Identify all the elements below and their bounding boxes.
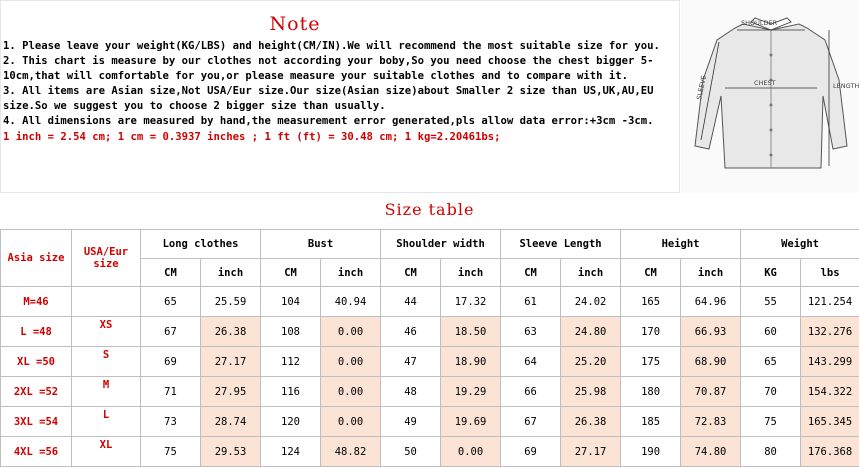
value-cell: 60	[741, 317, 801, 347]
unit-header: lbs	[801, 259, 859, 287]
value-cell: 66	[501, 377, 561, 407]
value-cell: 25.20	[561, 347, 621, 377]
value-cell: 46	[381, 317, 441, 347]
value-cell: 121.254	[801, 287, 859, 317]
value-cell: 154.322	[801, 377, 859, 407]
value-cell: 190	[621, 437, 681, 467]
header-shoulder-width: Shoulder width	[381, 230, 501, 259]
value-cell: 73	[141, 407, 201, 437]
value-cell: 0.00	[321, 407, 381, 437]
header-sleeve-length: Sleeve Length	[501, 230, 621, 259]
sleeve-label: SLEEVE	[695, 75, 708, 101]
table-row	[1, 377, 859, 407]
value-cell: 47	[381, 347, 441, 377]
unit-header: KG	[741, 259, 801, 287]
value-cell: 64.96	[681, 287, 741, 317]
shoulder-label: SHOULDER	[741, 19, 778, 27]
usa-size-cell	[72, 287, 141, 317]
value-cell: 18.50	[441, 317, 501, 347]
value-cell: 108	[261, 317, 321, 347]
note-title: Note	[1, 13, 589, 35]
note-line-2: 2. This chart is measure by our clothes not according your boby,So you need choose the chest bigger 5-10cm,that will comfortable for you,or please measure your suitable clothes and to compare with it.	[3, 54, 679, 84]
value-cell: 50	[381, 437, 441, 467]
value-cell: 19.69	[441, 407, 501, 437]
value-cell: 120	[261, 407, 321, 437]
asia-size-cell: M=46	[1, 287, 72, 317]
value-cell: 124	[261, 437, 321, 467]
unit-header: CM	[501, 259, 561, 287]
value-cell: 19.29	[441, 377, 501, 407]
value-cell: 26.38	[201, 317, 261, 347]
value-cell: 68.90	[681, 347, 741, 377]
shirt-illustration	[681, 0, 859, 193]
value-cell: 72.83	[681, 407, 741, 437]
usa-size-cell: M	[72, 377, 141, 407]
value-cell: 64	[501, 347, 561, 377]
table-row	[1, 407, 859, 437]
unit-header: inch	[561, 259, 621, 287]
chest-label: CHEST	[754, 79, 776, 87]
value-cell: 71	[141, 377, 201, 407]
value-cell: 69	[501, 437, 561, 467]
value-cell: 27.17	[561, 437, 621, 467]
value-cell: 175	[621, 347, 681, 377]
value-cell: 17.32	[441, 287, 501, 317]
value-cell: 185	[621, 407, 681, 437]
note-body	[3, 39, 679, 145]
value-cell: 25.59	[201, 287, 261, 317]
value-cell: 27.17	[201, 347, 261, 377]
note-line-3: 3. All items are Asian size,Not USA/Eur size.Our size(Asian size)about Smaller 2 size than US,UK,AU,EU size.So we suggest you to choose 2 bigger size than usually.	[3, 84, 679, 114]
value-cell: 75	[141, 437, 201, 467]
value-cell: 75	[741, 407, 801, 437]
value-cell: 26.38	[561, 407, 621, 437]
value-cell: 170	[621, 317, 681, 347]
usa-size-cell: XS	[72, 317, 141, 347]
value-cell: 116	[261, 377, 321, 407]
value-cell: 61	[501, 287, 561, 317]
unit-conversion-note: 1 inch = 2.54 cm; 1 cm = 0.3937 inches ; 1 ft (ft) = 30.48 cm; 1 kg=2.20461bs;	[3, 130, 679, 145]
value-cell: 48.82	[321, 437, 381, 467]
value-cell: 0.00	[321, 317, 381, 347]
value-cell: 67	[501, 407, 561, 437]
value-cell: 67	[141, 317, 201, 347]
unit-header: CM	[381, 259, 441, 287]
usa-size-cell: XL	[72, 437, 141, 467]
header-height: Height	[621, 230, 741, 259]
value-cell: 49	[381, 407, 441, 437]
value-cell: 40.94	[321, 287, 381, 317]
value-cell: 18.90	[441, 347, 501, 377]
value-cell: 104	[261, 287, 321, 317]
header-weight: Weight	[741, 230, 859, 259]
value-cell: 66.93	[681, 317, 741, 347]
unit-header: inch	[681, 259, 741, 287]
header-long-clothes: Long clothes	[141, 230, 261, 259]
size-table-title: Size table	[0, 200, 859, 219]
header-asia-size: Asia size	[1, 230, 72, 287]
table-row	[1, 317, 859, 347]
value-cell: 24.02	[561, 287, 621, 317]
value-cell: 27.95	[201, 377, 261, 407]
value-cell: 70	[741, 377, 801, 407]
note-line-4: 4. All dimensions are measured by hand,the measurement error generated,pls allow data error:+3cm -3cm.	[3, 114, 679, 129]
value-cell: 0.00	[321, 377, 381, 407]
value-cell: 112	[261, 347, 321, 377]
unit-header: CM	[141, 259, 201, 287]
notes-panel	[0, 0, 680, 193]
value-cell: 69	[141, 347, 201, 377]
table-row	[1, 437, 859, 467]
size-table	[0, 229, 859, 467]
header-usa-eur-size: USA/Eur size	[72, 230, 141, 287]
shirt-measurement-diagram	[681, 0, 859, 193]
unit-header: CM	[261, 259, 321, 287]
value-cell: 176.368	[801, 437, 859, 467]
value-cell: 80	[741, 437, 801, 467]
value-cell: 143.299	[801, 347, 859, 377]
size-rows	[1, 287, 859, 467]
value-cell: 74.80	[681, 437, 741, 467]
unit-header: inch	[441, 259, 501, 287]
value-cell: 28.74	[201, 407, 261, 437]
value-cell: 25.98	[561, 377, 621, 407]
value-cell: 132.276	[801, 317, 859, 347]
value-cell: 65	[741, 347, 801, 377]
unit-header: inch	[201, 259, 261, 287]
value-cell: 65	[141, 287, 201, 317]
asia-size-cell: 2XL =52	[1, 377, 72, 407]
usa-size-cell: L	[72, 407, 141, 437]
value-cell: 48	[381, 377, 441, 407]
value-cell: 180	[621, 377, 681, 407]
unit-header: CM	[621, 259, 681, 287]
asia-size-cell: L =48	[1, 317, 72, 347]
value-cell: 70.87	[681, 377, 741, 407]
value-cell: 0.00	[321, 347, 381, 377]
value-cell: 29.53	[201, 437, 261, 467]
value-cell: 44	[381, 287, 441, 317]
value-cell: 63	[501, 317, 561, 347]
asia-size-cell: 3XL =54	[1, 407, 72, 437]
value-cell: 0.00	[441, 437, 501, 467]
table-row	[1, 287, 859, 317]
asia-size-cell: XL =50	[1, 347, 72, 377]
value-cell: 55	[741, 287, 801, 317]
value-cell: 165.345	[801, 407, 859, 437]
value-cell: 165	[621, 287, 681, 317]
length-label: LENGTH	[833, 82, 859, 90]
unit-header: inch	[321, 259, 381, 287]
table-row	[1, 347, 859, 377]
header-bust: Bust	[261, 230, 381, 259]
value-cell: 24.80	[561, 317, 621, 347]
usa-size-cell: S	[72, 347, 141, 377]
asia-size-cell: 4XL =56	[1, 437, 72, 467]
note-line-1: 1. Please leave your weight(KG/LBS) and height(CM/IN).We will recommend the most suitable size for you.	[3, 39, 679, 54]
